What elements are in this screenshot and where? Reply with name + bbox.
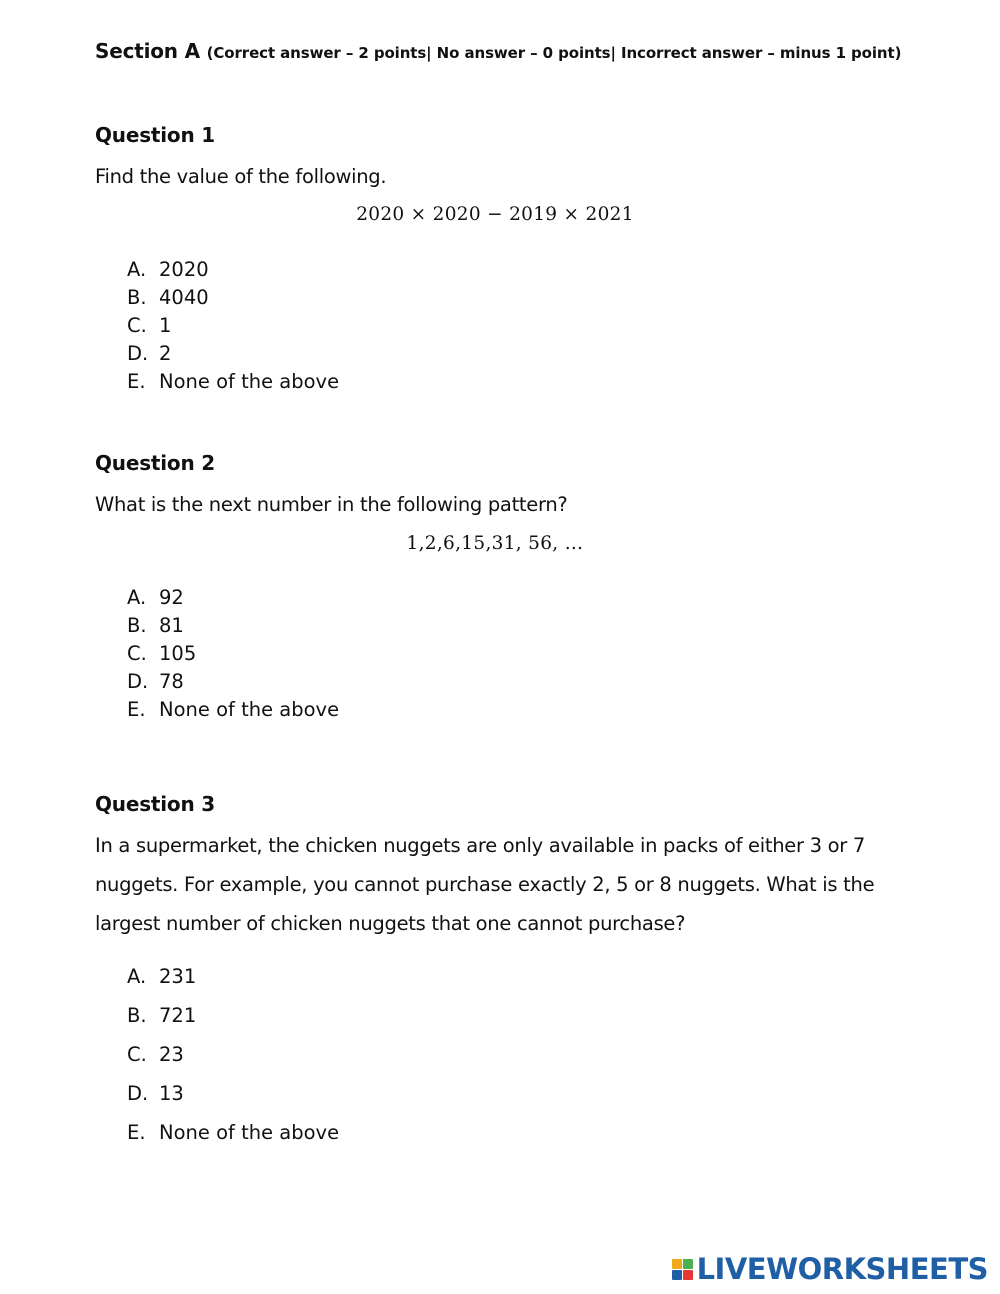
question-2-title: Question 2 (95, 451, 215, 475)
question-1-text: Find the value of the following. (95, 165, 387, 188)
question-1-expression: 2020 × 2020 − 2019 × 2021 (356, 204, 634, 225)
question-1-title: Question 1 (95, 123, 215, 147)
question-3-title: Question 3 (95, 792, 215, 816)
section-header (95, 39, 901, 63)
option-a[interactable]: A. 2020 (127, 258, 209, 281)
option-c[interactable]: C. 105 (127, 642, 197, 665)
option-b[interactable]: B. 81 (127, 614, 184, 637)
brand-name: LIVEWORKSHEETS (696, 1252, 988, 1286)
section-scoring: (Correct answer – 2 points| No answer – 0 points| Incorrect answer – minus 1 point) (206, 44, 902, 62)
question-3-text: In a supermarket, the chicken nuggets are only available in packs of either 3 or 7 nuggets. For example, you cannot purchase exactly 2, 5 or 8 nuggets. What is the largest number of chicken nuggets that one cannot purchase? (95, 834, 875, 935)
option-a[interactable]: A. 231 (127, 965, 197, 988)
option-e[interactable]: E. None of the above (127, 698, 340, 721)
option-e[interactable]: E. None of the above (127, 1121, 340, 1144)
option-c[interactable]: C. 1 (127, 314, 172, 337)
option-d[interactable]: D. 13 (127, 1082, 184, 1105)
option-e[interactable]: E. None of the above (127, 370, 340, 393)
question-2-options (127, 584, 339, 724)
question-2-text: What is the next number in the following pattern? (95, 493, 568, 516)
liveworksheets-brand (672, 1252, 988, 1286)
option-a[interactable]: A. 92 (127, 586, 184, 609)
option-b[interactable]: B. 4040 (127, 286, 209, 309)
question-3-options (127, 957, 339, 1152)
section-title: Section A (95, 39, 200, 63)
liveworksheets-logo-icon (672, 1259, 693, 1280)
question-2-pattern: 1,2,6,15,31, 56, … (406, 533, 584, 554)
option-b[interactable]: B. 721 (127, 1004, 197, 1027)
option-d[interactable]: D. 78 (127, 670, 184, 693)
option-c[interactable]: C. 23 (127, 1043, 184, 1066)
question-1-options (127, 256, 339, 396)
option-d[interactable]: D. 2 (127, 342, 172, 365)
